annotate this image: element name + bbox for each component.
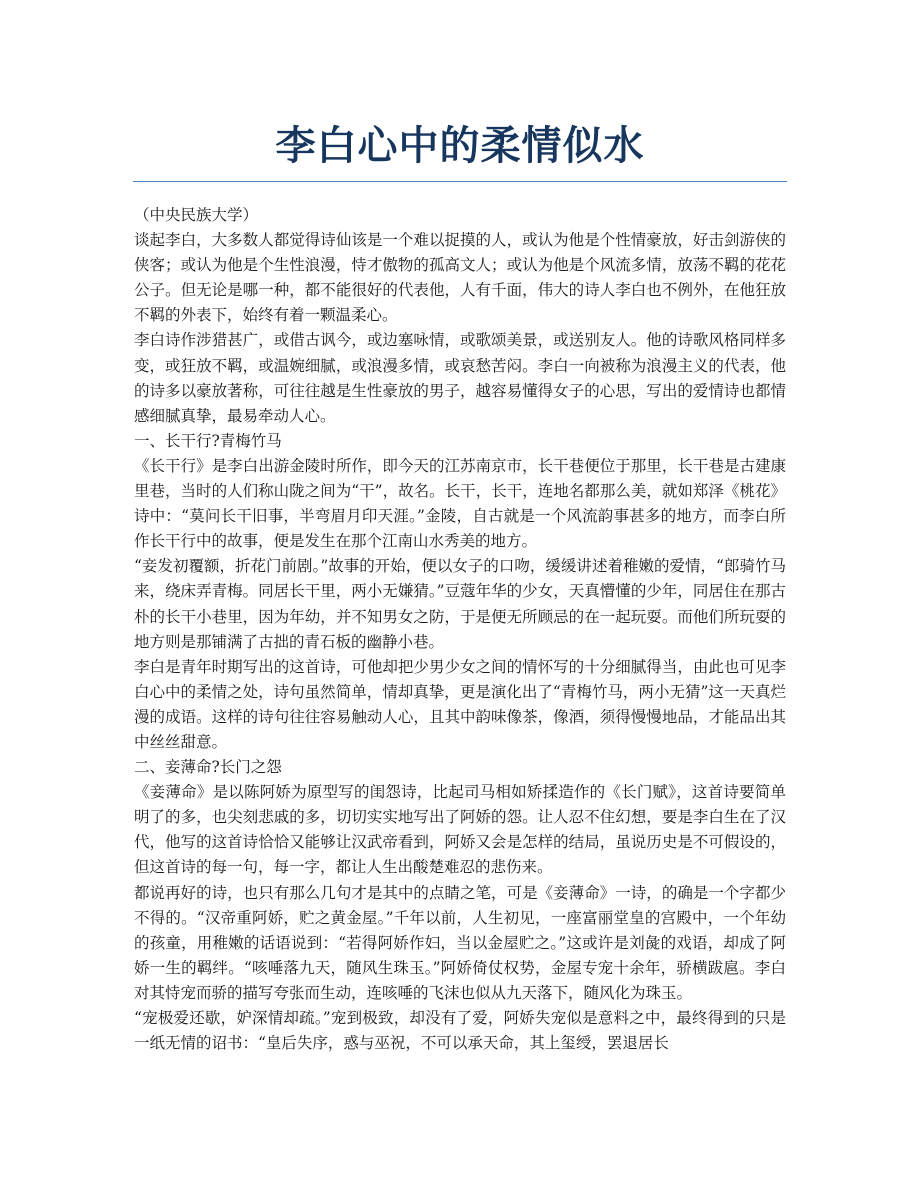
document-body xyxy=(134,203,786,1056)
body-paragraph: 谈起李白，大多数人都觉得诗仙该是一个难以捉摸的人，或认为他是个性情豪放，好击剑游侠的侠客；或认为他是个生性浪漫，恃才傲物的孤高文人；或认为他是个风流多情，放荡不羁的花花公子。但无论是哪一种，都不能很好的代表他，人有千面，伟大的诗人李白也不例外，在他狂放不羁的外表下，始终有着一颗温柔心。 xyxy=(134,231,786,325)
body-paragraph: 李白是青年时期写出的这首诗，可他却把少男少女之间的情怀写的十分细腻得当，由此也可见李白心中的柔情之处，诗句虽然简单，情却真挚，更是演化出了“青梅竹马，两小无猜”这一天真烂漫的成语。这样的诗句往往容易触动人心，且其中韵味像茶，像酒，须得慢慢地品，才能品出其中丝丝甜意。 xyxy=(134,657,786,751)
title-divider xyxy=(133,181,787,182)
body-paragraph: “宠极爱还歇，妒深情却疏。”宠到极致，却没有了爱，阿娇失宠似是意料之中，最终得到的只是一纸无情的诏书：“皇后失序，惑与巫祝，不可以承天命，其上玺绶，罢退居长 xyxy=(134,1009,786,1053)
body-paragraph: 都说再好的诗，也只有那么几句才是其中的点睛之笔，可是《妾薄命》一诗，的确是一个字都少不得的。“汉帝重阿娇，贮之黄金屋。”千年以前，人生初见，一座富丽堂皇的宫殿中，一个年幼的孩童，用稚嫩的话语说到：“若得阿娇作妇，当以金屋贮之。”这或许是刘彘的戏语，却成了阿娇一生的羁绊。“咳唾落九天，随风生珠玉。”阿娇倚仗权势，金屋专宠十余年，骄横跋扈。李白对其恃宠而骄的描写夸张而生动，连咳唾的飞沫也似从九天落下，随风化为珠玉。 xyxy=(134,883,786,1002)
body-paragraph: “妾发初覆额，折花门前剧。”故事的开始，便以女子的口吻，缓缓讲述着稚嫩的爱情，“郎骑竹马来，绕床弄青梅。同居长干里，两小无嫌猜。”豆蔻年华的少女，天真懵懂的少年，同居住在那古朴的长干小巷里，因为年幼，并不知男女之防，于是便无所顾忌的在一起玩耍。而他们所玩耍的地方则是那铺满了古拙的青石板的幽静小巷。 xyxy=(134,557,786,651)
body-paragraph: 《长干行》是李白出游金陵时所作，即今天的江苏南京市，长干巷便位于那里，长干巷是古建康里巷，当时的人们称山陇之间为“干”，故名。长干，长干，连地名都那么美，就如郑泽《桃花》诗中：“莫问长干旧事，半弯眉月印天涯。”金陵，自古就是一个风流韵事甚多的地方，而李白所作长干行中的故事，便是发生在那个江南山水秀美的地方。 xyxy=(134,456,786,551)
affiliation: （中央民族大学） xyxy=(134,206,259,224)
document-title: 李白心中的柔情似水 xyxy=(275,123,645,169)
section-heading: 一、长干行?青梅竹马 xyxy=(134,431,282,450)
body-paragraph: 李白诗作涉猎甚广，或借古讽今，或边塞咏情，或歌颂美景，或送别友人。他的诗歌风格同样多变，或狂放不羁，或温婉细腻，或浪漫多情，或哀愁苦闷。李白一向被称为浪漫主义的代表，他的诗多以豪放著称，可往往越是生性豪放的男子，越容易懂得女子的心思，写出的爱情诗也都情感细腻真挚，最易牵动人心。 xyxy=(134,331,786,425)
section-heading: 二、妾薄命?长门之怨 xyxy=(134,758,282,777)
body-paragraph: 《妾薄命》是以陈阿娇为原型写的闺怨诗，比起司马相如矫揉造作的《长门赋》，这首诗要简单明了的多，也尖刻悲戚的多，切切实实地写出了阿娇的怨。让人忍不住幻想，要是李白生在了汉代，他写的这首诗恰恰又能够让汉武帝看到，阿娇又会是怎样的结局，虽说历史是不可假设的，但这首诗的每一句，每一字，都让人生出酸楚难忍的悲伤来。 xyxy=(134,783,786,877)
